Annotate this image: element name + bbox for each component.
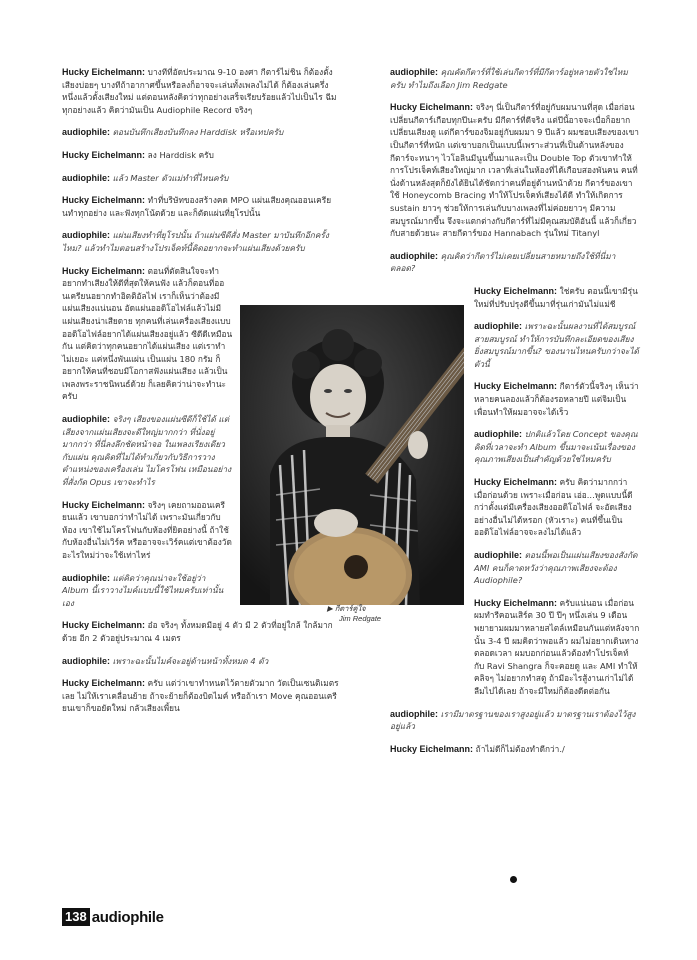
speaker-label: Hucky Eichelmann: bbox=[62, 67, 146, 77]
page-number: 138 bbox=[62, 908, 90, 926]
interview-paragraph bbox=[62, 619, 342, 644]
speech-text: จริงๆ เสียงของแผ่นซีดีก็ใช้ได้ แต่เสียงจากแผ่นเสียงจะดีใหญ่มากกว่า ที่นั่งอยู่มากกว่า ที่นี่ลงลึกชัดหน้าจอ ในเพลงเรียงเดียวกับแผ่น คุณคิดที่ไม่ได้ทำเกี่ยวกับวิธีการวางตำแหน่งของเครื่องเล่น ไมโครโฟน เหมือนอย่างที่สั่งกัด Opus เขาจะทำไร bbox=[62, 414, 232, 488]
interview-paragraph bbox=[474, 597, 640, 698]
interview-paragraph bbox=[62, 126, 342, 139]
interview-paragraph bbox=[474, 320, 640, 370]
speaker-label: Hucky Eichelmann: bbox=[62, 678, 146, 689]
page-footer bbox=[62, 908, 164, 926]
interview-paragraph bbox=[62, 172, 342, 185]
interview-paragraph bbox=[62, 413, 234, 489]
speaker-label: audiophile: bbox=[62, 572, 110, 583]
interview-paragraph bbox=[62, 677, 342, 715]
speaker-label: Hucky Eichelmann: bbox=[474, 285, 558, 296]
speaker-label: Hucky Eichelmann: bbox=[390, 743, 474, 754]
photo-caption bbox=[327, 604, 381, 624]
caption-prefix: ▶ กีตาร์คู่ใจ bbox=[327, 604, 366, 613]
interview-paragraph bbox=[62, 229, 342, 254]
end-bullet bbox=[510, 876, 517, 883]
speech-text: แต่คิดว่าคุณน่าจะใช้อยู่ว่า Album นี้เราวางไมค์แบบนี้ใช้ไหมครับเท่านั้นเอง bbox=[62, 572, 224, 608]
interview-paragraph bbox=[62, 66, 342, 116]
interview-paragraph bbox=[474, 549, 640, 587]
speaker-label: audiophile: bbox=[474, 429, 522, 440]
speaker-label: Hucky Eichelmann: bbox=[62, 195, 146, 206]
interview-paragraph bbox=[390, 101, 640, 240]
speech-text: ทำที่บริษัทของสร้างคด MPO แผ่นเสียงคุณออนเครียนทำทุกอย่าง และฟังทุกโน้ตด้วย และก็ตัดแผ่นที่ยุโรปนั้น bbox=[62, 195, 332, 218]
speaker-label: audiophile: bbox=[62, 230, 110, 241]
speaker-label: audiophile: bbox=[390, 67, 438, 77]
speech-text: แล้ว Master ตัวแม่ทำที่ไหนครับ bbox=[112, 172, 229, 183]
interview-paragraph bbox=[390, 66, 640, 91]
speaker-label: Hucky Eichelmann: bbox=[474, 597, 558, 608]
speech-text: ตอนบันทึกเสียงบันทึกลง Harddisk หรือเทปครับ bbox=[112, 127, 284, 138]
speech-text: จริงๆ เคยถามออนเครียนแล้ว เขาบอกว่าทำไม่ได้ เพราะมันเกี่ยวกับห้อง เขาใช้ไมโครโฟนกับห้องที่ยิดอย่างนี้ ถ้าใช้กับห้องอื่นไม่เวิร์ค หรืออาจจะเวิร์คแต่เขาต้องวัดอะไรใหม่ว่าจะใช้เท่าไหร่ bbox=[62, 499, 232, 560]
speech-text: ถ้าไม่ดีก็ไม่ต้องทำดีกว่า./ bbox=[475, 743, 565, 754]
interview-paragraph bbox=[62, 194, 342, 219]
speaker-label: Hucky Eichelmann: bbox=[62, 149, 146, 160]
interview-paragraph bbox=[474, 380, 640, 418]
interview-paragraph bbox=[62, 572, 234, 610]
interview-paragraph bbox=[390, 250, 640, 275]
speech-text: ลง Harddisk ครับ bbox=[147, 149, 214, 160]
speech-text: ใช่ครับ ตอนนี้เขามีรุ่นใหม่ที่ปรับปรุงดีขึ้นมาที่รุ่นเก่ามันไม่แม่ชี bbox=[474, 285, 638, 309]
interview-paragraph bbox=[62, 265, 234, 404]
speech-text: เพราะฉะนั้นไมค์จะอยู่ด้านหน้าทั้งหมด 4 ตัว bbox=[112, 655, 269, 666]
speaker-label: audiophile: bbox=[390, 250, 438, 261]
speech-text: ครับ แต่ว่าเขาทำหนดไว้ตายตัวมาก วัดเป็นเซนติเมตรเลย ไม่ให้เราเคลื่อนย้าย ถ้าจะย้ายก็ต้องบิดไมค์ หรือถ้าเรา Move คุณออนเครียนเขาก็ขอยัดใหม่ กลัวเสียงเพี้ยน bbox=[62, 678, 339, 714]
speech-text: แผ่นเสียงทำที่ยุโรปนั้น ถ้าแผ่นซีดีสั่ง Master มาบันทึกอีกครั้งไหม? แล้วทำไมตอนสร้างโปรเจ็คท์นี้คิดอยากจะทำแผ่นเสียงด้วยครับ bbox=[62, 230, 329, 253]
speech-text: คุณคัดกีตาร์ที่ใช้เล่นกีตาร์ที่มีกีตาร์อยู่หลายตัวใช่ไหมครับ ทำไมถึงเลือก Jim Redgate bbox=[390, 67, 628, 90]
speaker-label: Hucky Eichelmann: bbox=[390, 102, 474, 113]
speaker-label: audiophile: bbox=[474, 550, 522, 560]
speaker-label: Hucky Eichelmann: bbox=[62, 620, 146, 631]
speaker-label: Hucky Eichelmann: bbox=[474, 477, 558, 488]
speech-text: ปกติแล้วโดย Concept ของคุณคิดที่เวลาจะทำ Album ขึ้นมาจะเน้นเรื่องของคุณภาพเสียงเป็นสำคัญด้วยใช่ไหมครับ bbox=[474, 429, 638, 465]
speaker-label: Hucky Eichelmann: bbox=[62, 265, 146, 276]
speaker-label: audiophile: bbox=[390, 708, 438, 719]
interview-paragraph bbox=[62, 499, 234, 562]
speech-text: กีตาร์ตัวนี้จริงๆ เห็นว่าหลายคนลองแล้วก็ต้องรอหลายปี แต่จิมเป็นเพื่อนทำให้ผมอาจจะได้เร็ว bbox=[474, 381, 639, 417]
magazine-brand: audiophile bbox=[91, 908, 164, 926]
speech-text: ครับ คิดว่ามากกว่าเมื่อก่อนด้วย เพราะเมื่อก่อน เอ่อ...พูดแบบนี้ดีกว่าตั้งแต่มีเครื่องเสียงออดิโอไฟล์ จะอัดเสียงอย่างอื่นไม่ได้หรอก (หัวเราะ) คนที่ขึ้นเป็นออดิโอไฟล์อาจจะลงไม่ได้แล้ว bbox=[474, 477, 633, 538]
speech-text: ตอนที่ตัดสินใจจะทำ อยากทำเสียงให้ดีที่สุดให้คนฟัง แล้วก็ตอนที่ออนเครียนอยากทำอิตติอัลไฟ เราก็เห็นว่าต้องมีแผ่นเสียงแน่นอน อัดแผ่นออดิโอไฟล์แล้วไม่มีแผ่นเสียงน่าเสียดาย ทุกคนที่เล่นเครื่องเสียงแบบออดิโอไฟล์อยากได้แผ่นเสียงอยู่แล้ว ซีดีดีเหมือนกัน แต่คิดว่าทุกคนอยากได้แผ่นเสียง แต่เราทำไม่เยอะ แค่หนึ่งพันแผ่น เป็นแผ่น 180 กรัม ก็อยากให้คนที่ชอบมีโอกาสฟังแผ่นเสียง แล้วเป็นเพลงพระราชนิพนธ์ด้วย ก็เลยคิดว่าน่าจะทำนะครับ bbox=[62, 265, 233, 402]
caption-name: Jim Redgate bbox=[339, 614, 382, 623]
speech-text: ตอนนี้พอเป็นแผ่นเสียงของสังกัด AMI คนก็คาดหวังว่าคุณภาพเสียงจะต้อง Audiophile? bbox=[474, 550, 638, 586]
speech-text: ครับแน่นอน เมื่อก่อนผมทำรีคอนเสิร์ต 30 ปี ปีๆ หนึ่งเล่น 9 เดือน พยายามผมมาหลายสไตล์เหมือนกันแต่หลังจากนั้น 3-4 ปี ผมคิดว่าพอแล้ว ผมไม่อยากเดินทางตลอดเวลา ผมบอกก่อนแล้วต้องทำโปรเจ็คท์ กับ Ravi Shangra ก็จะคอยดู และ AMI ทำให้คลิจๆ ไม่อยากทำสตู ถ้ามีอะไรสู้งานเก่าไม่ได้ ลืมไปได้เลย ถ้าจะมีใหม่ก็ต้องดีดต่อกัน bbox=[474, 597, 640, 696]
speaker-label: audiophile: bbox=[62, 127, 110, 138]
speaker-label: audiophile: bbox=[62, 172, 110, 183]
speech-text: จริงๆ นี่เป็นกีตาร์ที่อยู่กับผมนานที่สุด เมื่อก่อนเปลี่ยนกีตาร์เกือบทุกปีนะครับ มีกีตาร์ที่ดีจริง แต่ปีนี้อาจจะเบื่อก็อยากเปลี่ยนเสียงดู แต่กีตาร์ของจิมอยู่กับผมมา 9 ปีแล้ว ผมชอบเสียงของเขา เป็นกีตาร์ที่หนัก แต่เขาบอกเป็นแบบนี้เพราะส่วนที่เป็นด้านหลังของกีตาร์จะหนาๆ ไวโอลินมีนูนขึ้นมาและเป็น Double Top ตัวเขาทำให้การโปรเจ็คท์เสียงใหญ่มาก เวลาที่เล่นในห้องที่ได้เกือบสองพันคน คนที่นั่งด้านหลังสุดก็ยังได้ยินได้ชัดกว่าคนที่อยู่ด้านหน้าด้วย กีตาร์ของเขาใช้ Honeycomb Bracing ทำให้โปรเจ็คท์เสียงได้ดี ทำให้เกิดการ sustain ยาวๆ ช่วยให้การเล่นกับบางเพลงที่ไม่ค่อยยาวๆ มีความสมบูรณ์มากขึ้น จึงจะแตกต่างกับกีตาร์ที่ไม่มีคุณสมบัติอันนี้ แล้วก็เกี่ยวกับสายด้วยนะ สายกีตาร์ของ Hannabach รุ่นใหม่ Titanyl bbox=[390, 102, 639, 239]
speaker-label: Hucky Eichelmann: bbox=[62, 499, 146, 510]
interview-paragraph bbox=[62, 655, 342, 668]
interview-paragraph bbox=[474, 285, 640, 310]
interview-paragraph bbox=[474, 428, 640, 466]
speaker-label: Hucky Eichelmann: bbox=[474, 381, 558, 392]
speaker-label: audiophile: bbox=[62, 414, 110, 425]
speaker-label: audiophile: bbox=[474, 321, 522, 332]
speech-text: เพราะฉะนั้นผลงานที่ได้สมบูรณ์สายสมบูรณ์ ทำให้การบันทึกละเอียดของเสียงยิ่งสมบูรณ์มากขึ้น? ของนานไหนครับกว่าจะได้ตัวนี้ bbox=[474, 321, 639, 369]
speech-text: บางทีที่อัดประมาณ 9-10 องศา กีตาร์ไม่ชิน ก็ต้องตั้งเสียงบ่อยๆ บางทีถ้าอากาศขึ้นหรือลงก็อาจจะเล่นทั้งเพลงไม่ได้ ก็ต้องเล่นครึ่งหนึ่งแล้วตั้งเสียงใหม่ แต่ตอนหลังคิดว่าทุกอย่างเสร็จเรียบร้อยแล้วไปเป็นไร ฉีมทุกอย่างแล้ว คิดว่ามันเป็น Audiophile Record จริงๆ bbox=[62, 67, 337, 115]
interview-paragraph bbox=[62, 149, 342, 162]
interview-paragraph bbox=[390, 708, 640, 733]
interview-paragraph bbox=[390, 743, 640, 756]
interview-paragraph bbox=[474, 476, 640, 539]
right-column bbox=[390, 66, 640, 765]
speech-text: เรามีมาตรฐานของเราสูงอยู่แล้ว มาตรฐานเราต้องไว้สูงอยู่แล้ว bbox=[390, 708, 636, 732]
speech-text: อ๋อ จริงๆ ทั้งหมดมีอยู่ 4 ตัว มี 2 ตัวที่อยู่ใกล้ ใกล้มากด้วย อีก 2 ตัวอยู่ประมาณ 4 เมตร bbox=[62, 620, 333, 643]
speaker-label: audiophile: bbox=[62, 655, 110, 666]
speech-text: คุณคิดว่ากีตาร์ไม่เคยเปลี่ยนสายหมายถึงใช้ที่นี่มาตลอด? bbox=[390, 250, 616, 274]
